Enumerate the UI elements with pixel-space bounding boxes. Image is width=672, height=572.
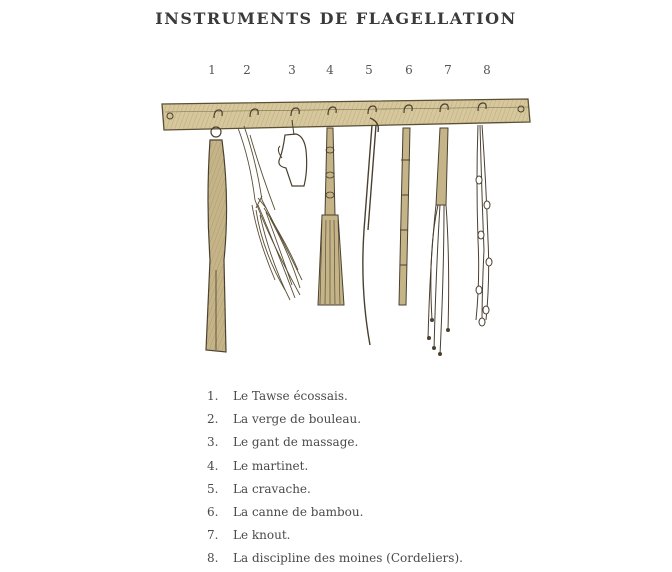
bamboo-cane-icon	[399, 128, 410, 305]
legend-number: 7.	[207, 528, 219, 543]
legend-item	[207, 432, 463, 455]
monks-discipline-icon	[476, 125, 492, 326]
legend-item	[207, 548, 463, 571]
instrument-number: 3	[288, 63, 296, 77]
legend-item	[207, 456, 463, 479]
legend-number: 2.	[207, 412, 219, 427]
instrument-number: 4	[326, 63, 334, 77]
legend-number: 5.	[207, 481, 219, 496]
legend-text: Le gant de massage.	[233, 435, 359, 450]
martinet-icon	[318, 128, 344, 305]
legend-item	[207, 386, 463, 409]
instrument-number: 5	[365, 63, 373, 77]
legend-text: La discipline des moines (Cordeliers).	[233, 551, 463, 566]
legend-number: 6.	[207, 504, 219, 519]
legend-item	[207, 525, 463, 548]
instrument-number: 6	[405, 63, 413, 77]
legend-item	[207, 409, 463, 432]
instrument-number: 2	[243, 63, 251, 77]
legend-text: La canne de bambou.	[233, 504, 364, 519]
plate-title: INSTRUMENTS DE FLAGELLATION	[155, 9, 517, 28]
tawse-icon	[206, 127, 227, 352]
legend-list	[207, 386, 463, 572]
instrument-number: 8	[483, 63, 491, 77]
legend-text: Le Tawse écossais.	[233, 389, 348, 403]
legend-text: La verge de bouleau.	[233, 412, 362, 427]
riding-crop-icon	[363, 118, 378, 345]
legend-number: 8.	[207, 551, 219, 566]
legend-item	[207, 502, 463, 525]
instrument-number: 7	[444, 63, 452, 77]
legend-item	[207, 479, 463, 502]
legend-text: La cravache.	[233, 481, 311, 496]
legend-number: 3.	[207, 435, 219, 450]
legend-number: 1.	[207, 389, 219, 403]
massage-glove-icon	[278, 120, 306, 186]
wooden-rack	[162, 99, 530, 130]
instrument-number: 1	[208, 63, 216, 77]
legend-number: 4.	[207, 458, 219, 473]
knout-icon	[427, 128, 450, 356]
legend-text: Le knout.	[233, 528, 291, 543]
legend-text: Le martinet.	[233, 458, 309, 473]
